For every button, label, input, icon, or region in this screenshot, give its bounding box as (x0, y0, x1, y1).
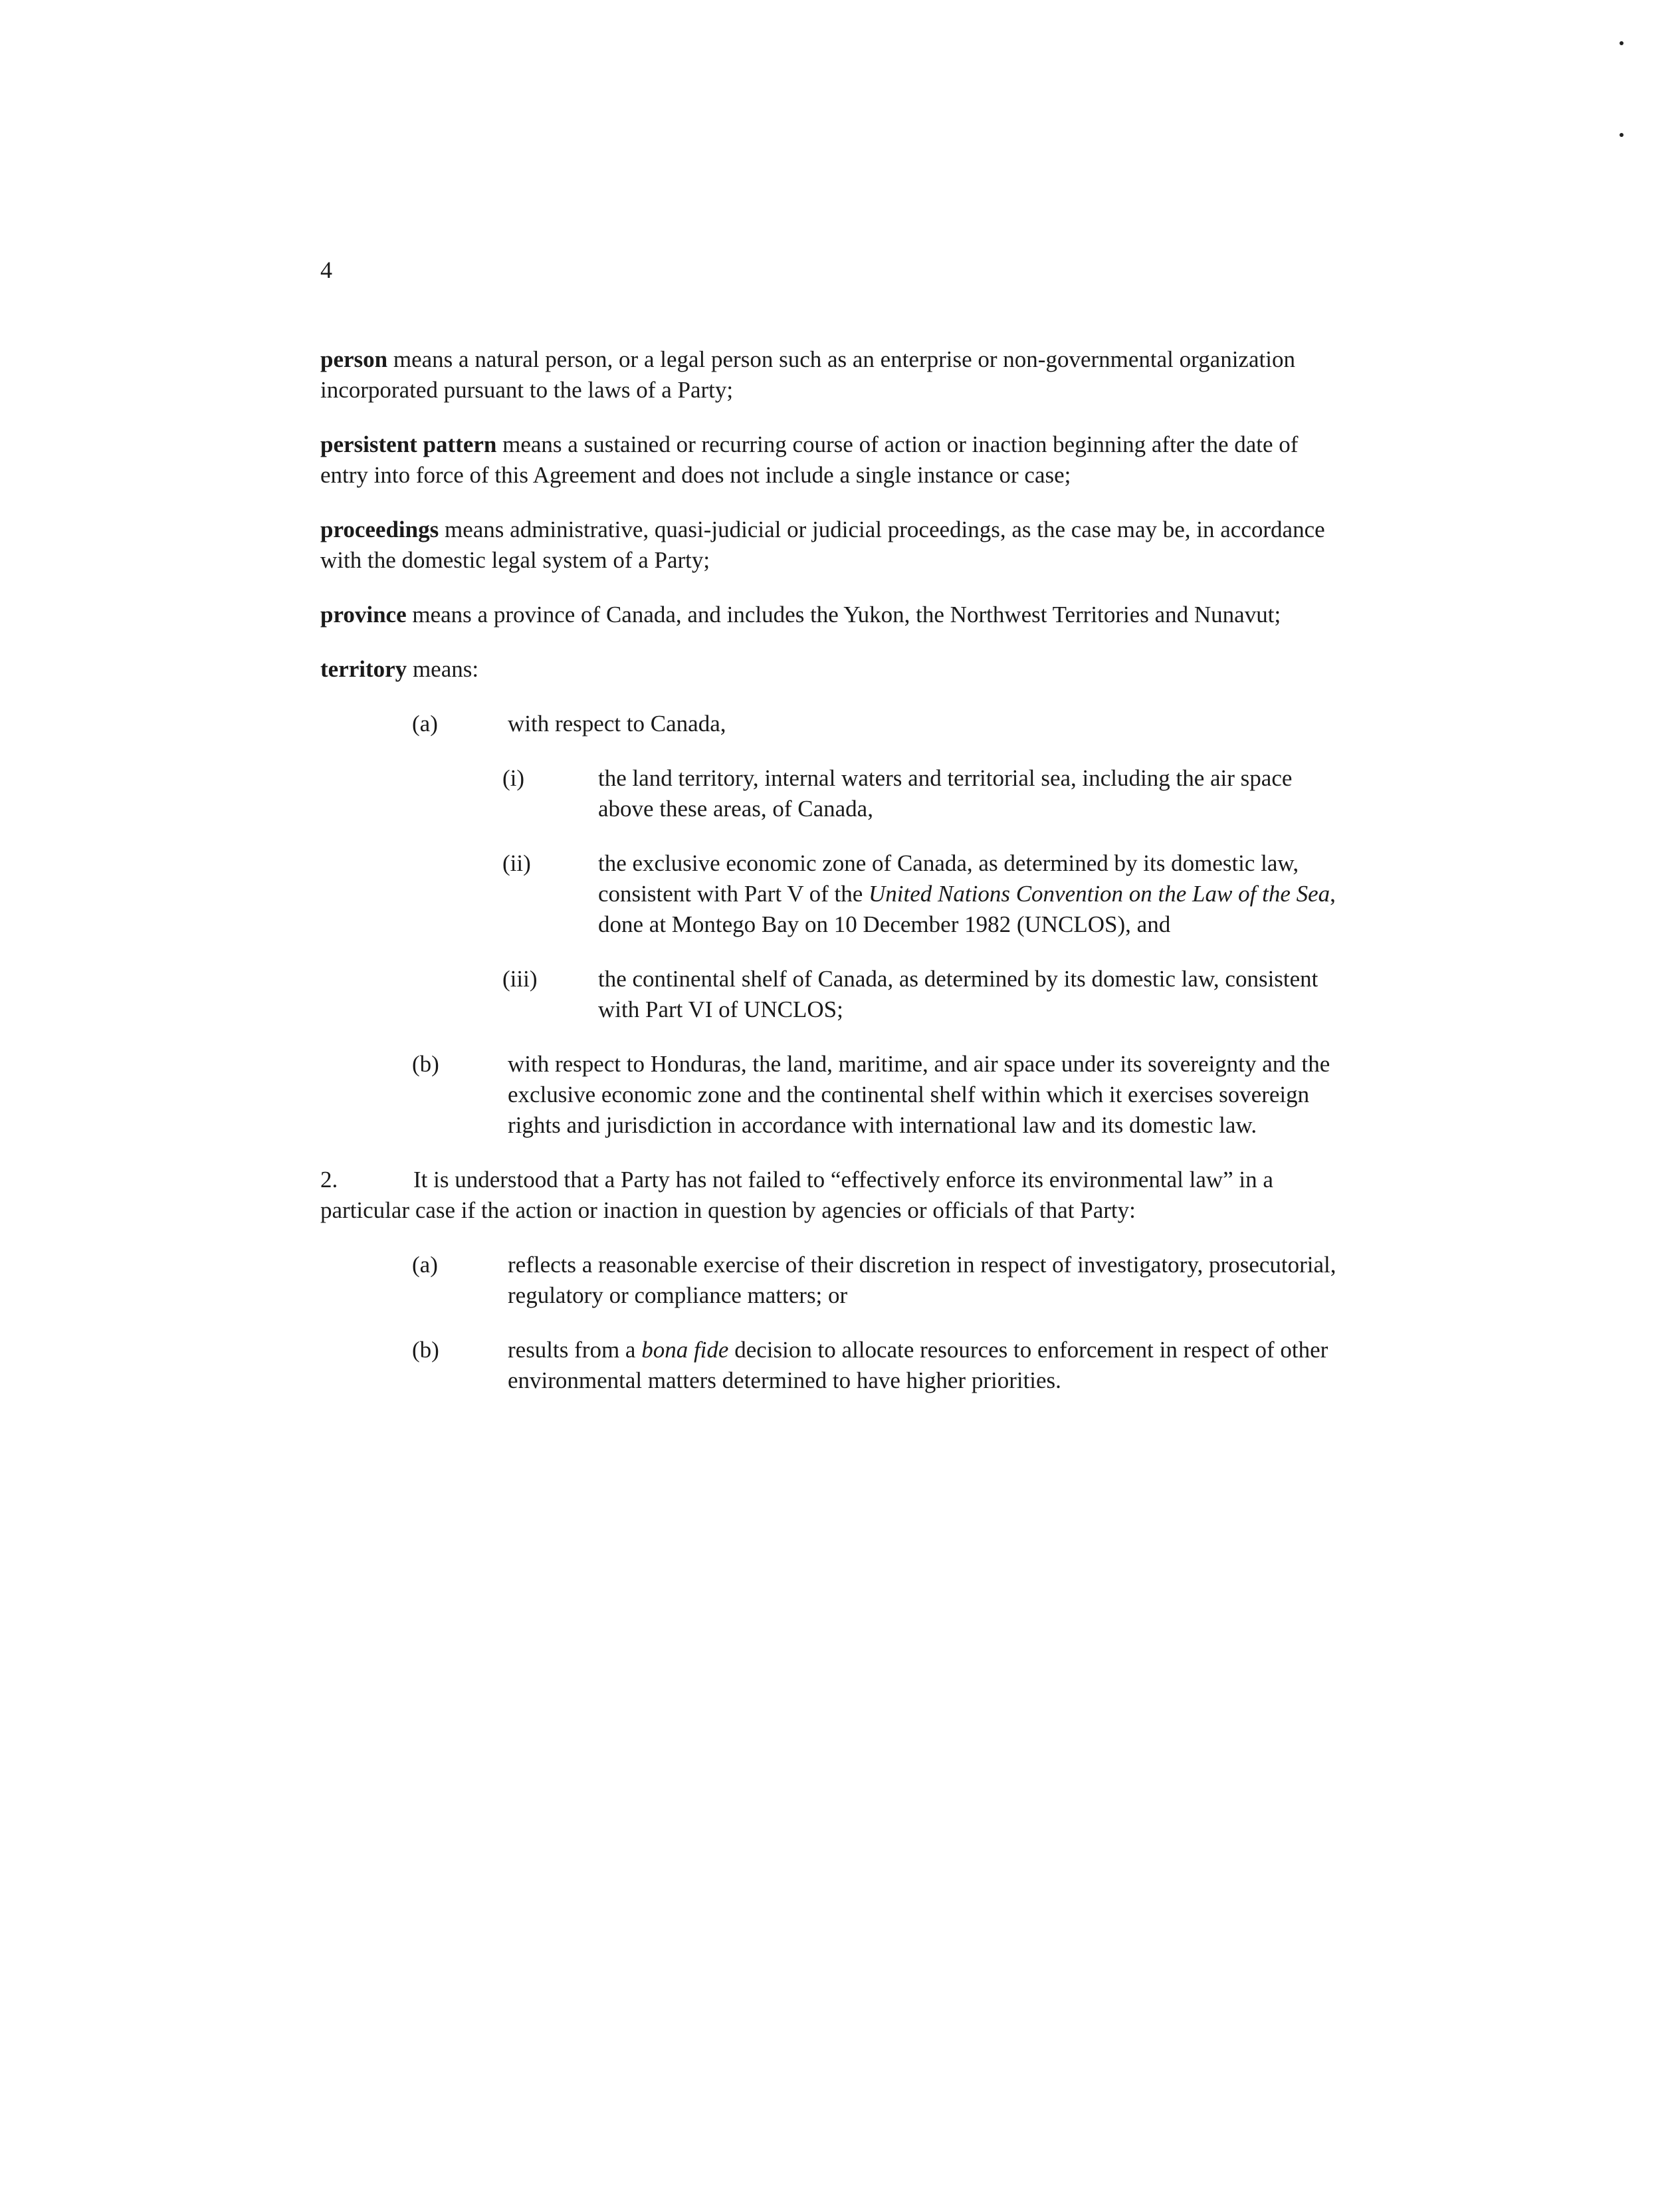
item-text (598, 848, 1344, 940)
item-text (508, 1335, 1344, 1396)
item-text: with respect to Canada, (508, 711, 726, 737)
item-label: (iii) (502, 966, 538, 992)
term: proceedings (320, 517, 439, 542)
italic-title: United Nations Convention on the Law of the Sea (869, 881, 1330, 907)
definition-text: means a province of Canada, and includes the Yukon, the Northwest Territories and Nunavut; (406, 602, 1281, 628)
territory-item-a (320, 709, 1344, 739)
document-body (320, 344, 1344, 1420)
text-segment: , done at Montego Bay on 10 December 1982 (UNCLOS), and (598, 881, 1336, 937)
text-segment: results from a (508, 1337, 642, 1363)
paragraph-text: It is understood that a Party has not failed to “effectively enforce its environmental law” in a particular case if the action or inaction in question by agencies or officials of that Party: (320, 1167, 1273, 1223)
scan-speck (1620, 133, 1624, 137)
territory-subitem-i (320, 763, 1344, 824)
item-label: (i) (502, 765, 525, 791)
term: person (320, 346, 388, 372)
definition-proceedings (320, 515, 1344, 576)
territory-item-b (320, 1049, 1344, 1141)
paragraph-2-item-a (320, 1250, 1344, 1311)
definition-text: means a natural person, or a legal person such as an enterprise or non-governmental organization incorporated pursuant to the laws of a Party; (320, 346, 1295, 403)
paragraph-2 (320, 1165, 1344, 1226)
territory-subitem-iii (320, 964, 1344, 1025)
term: province (320, 602, 407, 628)
paragraph-2-item-b (320, 1335, 1344, 1396)
term: territory (320, 656, 407, 682)
item-label: (b) (412, 1051, 439, 1077)
definition-text: means a sustained or recurring course of action or inaction beginning after the date of entry into force of this Agreement and does not include a single instance or case; (320, 431, 1299, 488)
item-label: (b) (412, 1337, 439, 1363)
term: persistent pattern (320, 431, 497, 457)
definition-territory (320, 654, 1344, 685)
territory-subitem-ii (320, 848, 1344, 940)
item-label: (a) (412, 1252, 438, 1278)
definition-province (320, 600, 1344, 630)
item-text: the continental shelf of Canada, as determined by its domestic law, consistent with Part VI of UNCLOS; (598, 966, 1318, 1022)
item-text: the land territory, internal waters and territorial sea, including the air space above these areas, of Canada, (598, 765, 1293, 822)
item-label: (a) (412, 711, 438, 737)
definition-text: means administrative, quasi-judicial or judicial proceedings, as the case may be, in accordance with the domestic legal system of a Party; (320, 517, 1325, 573)
page-number: 4 (320, 257, 332, 283)
item-text: reflects a reasonable exercise of their discretion in respect of investigatory, prosecutorial, regulatory or compliance matters; or (508, 1252, 1336, 1308)
paragraph-number: 2. (320, 1167, 338, 1193)
definition-text: means: (407, 656, 479, 682)
italic-term: bona fide (641, 1337, 729, 1363)
definition-person (320, 344, 1344, 405)
definition-persistent-pattern (320, 429, 1344, 491)
text-segment: the exclusive economic zone of Canada, as determined by its domestic law, consistent with Part V of the (598, 850, 1299, 907)
item-text: with respect to Honduras, the land, maritime, and air space under its sovereignty and the exclusive economic zone and the continental shelf within which it exercises sovereign rights and jurisdiction in accordance with international law and its domestic law. (508, 1051, 1330, 1138)
text-segment: decision to allocate resources to enforcement in respect of other environmental matters determined to have higher priorities. (508, 1337, 1328, 1393)
scan-speck (1620, 41, 1624, 45)
item-label: (ii) (502, 850, 531, 876)
